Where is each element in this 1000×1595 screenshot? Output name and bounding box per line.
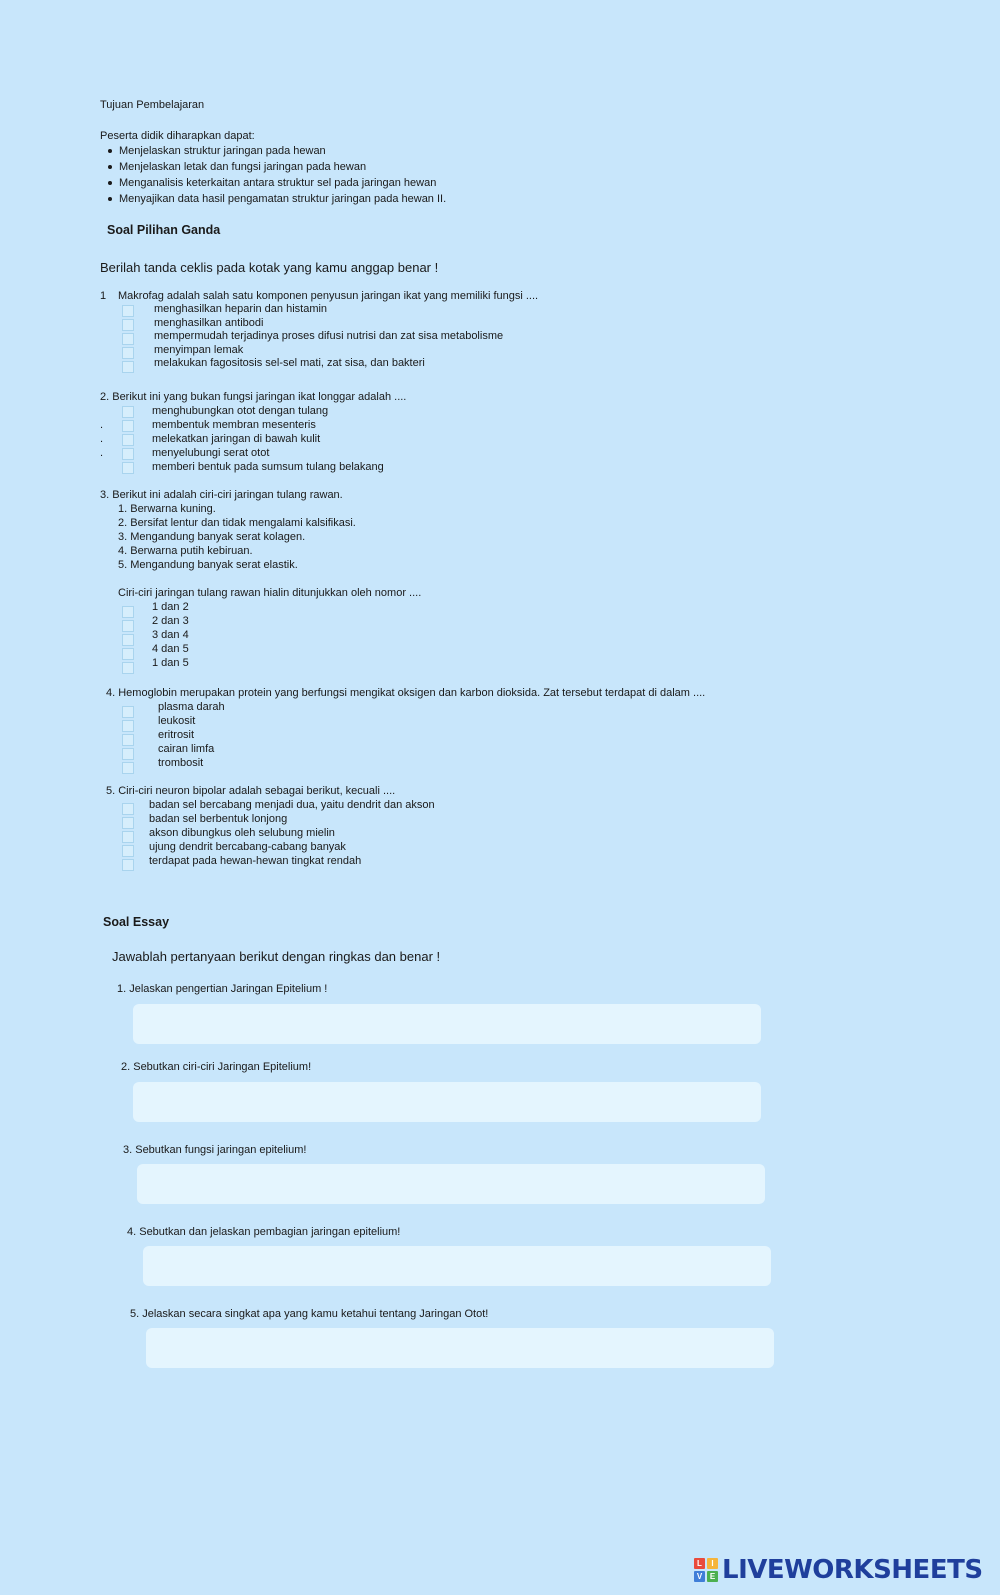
q2-option-checkbox[interactable] [122, 448, 134, 460]
logo-block: E [707, 1571, 718, 1582]
essay-answer-field[interactable] [133, 1004, 761, 1044]
q3-question: Ciri-ciri jaringan tulang rawan hialin ditunjukkan oleh nomor .... [118, 587, 422, 599]
q5-option-label: ujung dendrit bercabang-cabang banyak [149, 841, 346, 853]
objective-item: Menyajikan data hasil pengamatan struktur jaringan pada hewan II. [119, 193, 447, 205]
q1-option-checkbox[interactable] [122, 361, 134, 373]
q4-option-checkbox[interactable] [122, 748, 134, 760]
q1-option-checkbox[interactable] [122, 319, 134, 331]
q1-option-checkbox[interactable] [122, 347, 134, 359]
q1-option-label: menghasilkan heparin dan histamin [154, 303, 328, 315]
q4-option-label: trombosit [158, 757, 204, 769]
q4-option-label: leukosit [158, 715, 196, 727]
q2-option-label: menghubungkan otot dengan tulang [152, 405, 329, 417]
q2-option-checkbox[interactable] [122, 434, 134, 446]
q4-option-checkbox[interactable] [122, 706, 134, 718]
q3-option-checkbox[interactable] [122, 648, 134, 660]
essay-answer-field[interactable] [133, 1082, 761, 1122]
q3-option-label: 2 dan 3 [152, 615, 189, 627]
q3-text: 3. Berikut ini adalah ciri-ciri jaringan tulang rawan. [100, 489, 343, 501]
q5-option-label: badan sel berbentuk lonjong [149, 813, 288, 825]
objectives-heading: Tujuan Pembelajaran [100, 99, 205, 111]
q2-option-label: membentuk membran mesenteris [152, 419, 316, 431]
q2-dot: . [100, 447, 104, 459]
liveworksheets-logo [694, 1556, 983, 1584]
q1-option-label: menyimpan lemak [154, 344, 244, 356]
bullet [108, 165, 112, 169]
objective-item: Menjelaskan struktur jaringan pada hewan [119, 145, 326, 157]
q1-option-label: menghasilkan antibodi [154, 317, 264, 329]
q4-option-checkbox[interactable] [122, 762, 134, 774]
q2-option-label: menyelubungi serat otot [152, 447, 270, 459]
q5-option-checkbox[interactable] [122, 817, 134, 829]
q5-option-checkbox[interactable] [122, 831, 134, 843]
essay-question-label: 1. Jelaskan pengertian Jaringan Epitelium ! [117, 983, 328, 995]
logo-blocks-icon [694, 1558, 718, 1582]
mc-title: Soal Pilihan Ganda [107, 223, 221, 237]
q3-list-item: 4. Berwarna putih kebiruan. [118, 545, 253, 557]
q5-option-label: badan sel bercabang menjadi dua, yaitu dendrit dan akson [149, 799, 435, 811]
bullet [108, 181, 112, 185]
q5-option-label: akson dibungkus oleh selubung mielin [149, 827, 335, 839]
q4-text: 4. Hemoglobin merupakan protein yang berfungsi mengikat oksigen dan karbon dioksida. Zat tersebut terdapat di dalam .... [106, 687, 706, 699]
mc-instruction: Berilah tanda ceklis pada kotak yang kamu anggap benar ! [100, 260, 439, 275]
essay-question-label: 5. Jelaskan secara singkat apa yang kamu ketahui tentang Jaringan Otot! [130, 1308, 489, 1320]
logo-text: LIVEWORKSHEETS [722, 1555, 983, 1585]
q2-option-label: melekatkan jaringan di bawah kulit [152, 433, 321, 445]
q2-dot: . [100, 433, 104, 445]
q3-option-label: 3 dan 4 [152, 629, 189, 641]
q4-option-checkbox[interactable] [122, 734, 134, 746]
q4-option-checkbox[interactable] [122, 720, 134, 732]
q2-option-checkbox[interactable] [122, 420, 134, 432]
bullet [108, 197, 112, 201]
essay-answer-field[interactable] [137, 1164, 765, 1204]
q3-option-checkbox[interactable] [122, 606, 134, 618]
q1-number: 1 [100, 290, 107, 302]
q3-list-item: 2. Bersifat lentur dan tidak mengalami kalsifikasi. [118, 517, 356, 529]
essay-question-label: 2. Sebutkan ciri-ciri Jaringan Epitelium! [121, 1061, 312, 1073]
q3-option-checkbox[interactable] [122, 662, 134, 674]
q2-option-label: memberi bentuk pada sumsum tulang belakang [152, 461, 384, 473]
logo-block: I [707, 1558, 718, 1569]
essay-instruction: Jawablah pertanyaan berikut dengan ringkas dan benar ! [112, 949, 441, 964]
q2-dot: . [100, 419, 104, 431]
q5-option-checkbox[interactable] [122, 803, 134, 815]
objectives-intro: Peserta didik diharapkan dapat: [100, 130, 255, 142]
q3-option-label: 4 dan 5 [152, 643, 189, 655]
essay-question-label: 3. Sebutkan fungsi jaringan epitelium! [123, 1144, 307, 1156]
q5-option-label: terdapat pada hewan-hewan tingkat rendah [149, 855, 362, 867]
q3-list-item: 3. Mengandung banyak serat kolagen. [118, 531, 306, 543]
q3-option-label: 1 dan 5 [152, 657, 189, 669]
bullet [108, 149, 112, 153]
q2-text: 2. Berikut ini yang bukan fungsi jaringan ikat longgar adalah .... [100, 391, 407, 403]
q1-option-checkbox[interactable] [122, 305, 134, 317]
essay-question-label: 4. Sebutkan dan jelaskan pembagian jaringan epitelium! [127, 1226, 401, 1238]
logo-block: L [694, 1558, 705, 1569]
logo-block: V [694, 1571, 705, 1582]
q1-text: Makrofag adalah salah satu komponen penyusun jaringan ikat yang memiliki fungsi .... [118, 290, 539, 302]
essay-title: Soal Essay [103, 915, 170, 929]
q3-option-checkbox[interactable] [122, 620, 134, 632]
essay-answer-field[interactable] [143, 1246, 771, 1286]
q3-list-item: 5. Mengandung banyak serat elastik. [118, 559, 298, 571]
q5-option-checkbox[interactable] [122, 859, 134, 871]
q1-option-label: mempermudah terjadinya proses difusi nutrisi dan zat sisa metabolisme [154, 330, 504, 342]
q5-text: 5. Ciri-ciri neuron bipolar adalah sebagai berikut, kecuali .... [106, 785, 396, 797]
q1-option-checkbox[interactable] [122, 333, 134, 345]
q3-list-item: 1. Berwarna kuning. [118, 503, 216, 515]
q2-option-checkbox[interactable] [122, 462, 134, 474]
q4-option-label: eritrosit [158, 729, 195, 741]
q5-option-checkbox[interactable] [122, 845, 134, 857]
q3-option-checkbox[interactable] [122, 634, 134, 646]
q1-option-label: melakukan fagositosis sel-sel mati, zat sisa, dan bakteri [154, 357, 425, 369]
objective-item: Menganalisis keterkaitan antara struktur sel pada jaringan hewan [119, 177, 437, 189]
q4-option-label: plasma darah [158, 701, 225, 713]
essay-answer-field[interactable] [146, 1328, 774, 1368]
q3-option-label: 1 dan 2 [152, 601, 189, 613]
q4-option-label: cairan limfa [158, 743, 215, 755]
q2-option-checkbox[interactable] [122, 406, 134, 418]
objective-item: Menjelaskan letak dan fungsi jaringan pada hewan [119, 161, 367, 173]
